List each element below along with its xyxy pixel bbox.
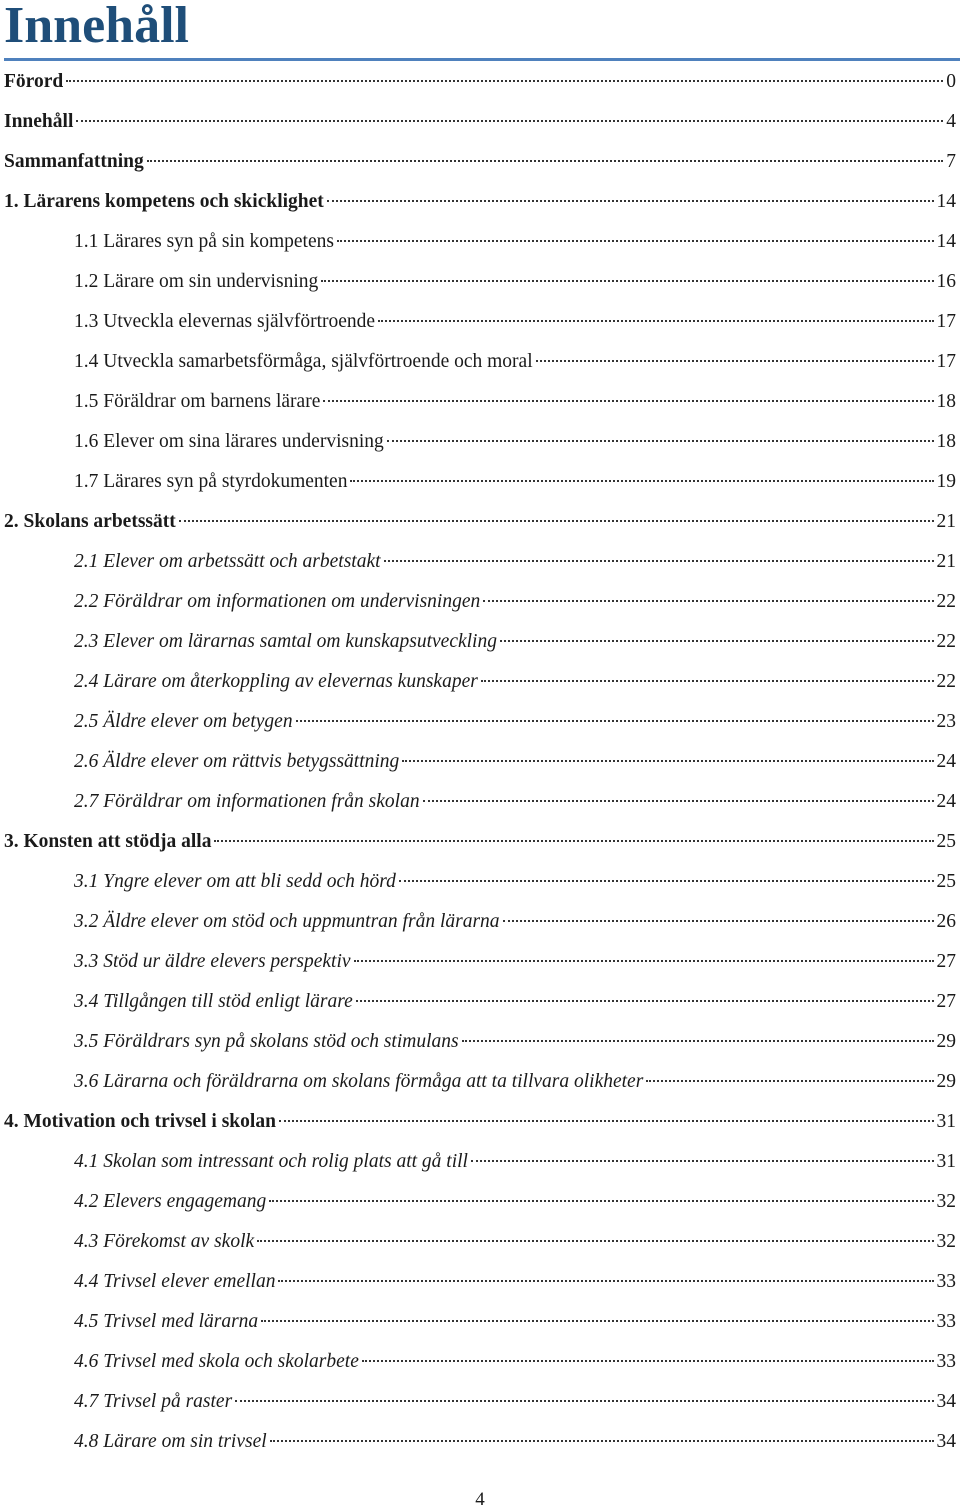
toc-dot-leader (384, 560, 934, 562)
table-of-contents (4, 62, 956, 1462)
toc-dot-leader (481, 680, 934, 682)
toc-page-number: 22 (936, 591, 956, 612)
toc-page-number: 7 (946, 151, 956, 172)
toc-section-link[interactable] (4, 542, 956, 582)
toc-page-number: 33 (936, 1351, 956, 1372)
toc-page-number: 21 (936, 511, 956, 532)
toc-entry-title: 2.5 Äldre elever om betygen (74, 711, 293, 732)
title-underline (4, 58, 960, 61)
toc-page-number: 23 (936, 711, 956, 732)
toc-dot-leader (471, 1160, 934, 1162)
toc-section-link[interactable] (4, 462, 956, 502)
toc-entry-title: 3.3 Stöd ur äldre elevers perspektiv (74, 951, 351, 972)
toc-dot-leader (387, 440, 934, 442)
toc-entry-title: 1.7 Lärares syn på styrdokumenten (74, 471, 348, 492)
toc-entry-title: 2.4 Lärare om återkoppling av elevernas kunskaper (74, 671, 478, 692)
toc-page-number: 24 (936, 751, 956, 772)
toc-section-link[interactable] (4, 342, 956, 382)
toc-entry-title: Innehåll (4, 111, 74, 132)
toc-entry-title: 2. Skolans arbetssätt (4, 511, 176, 532)
toc-dot-leader (269, 1200, 933, 1202)
toc-entry-title: 3. Konsten att stödja alla (4, 831, 212, 852)
toc-page-number: 21 (936, 551, 956, 572)
toc-page-number: 22 (936, 671, 956, 692)
toc-dot-leader (356, 1000, 934, 1002)
page-number: 4 (475, 1489, 485, 1510)
toc-section-link[interactable] (4, 1222, 956, 1262)
toc-section-link[interactable] (4, 782, 956, 822)
toc-page-number: 22 (936, 631, 956, 652)
toc-entry-title: 1.5 Föräldrar om barnens lärare (74, 391, 321, 412)
toc-page-number: 14 (936, 231, 956, 252)
toc-section-link[interactable] (4, 902, 956, 942)
toc-dot-leader (536, 360, 934, 362)
toc-dot-leader (261, 1320, 933, 1322)
toc-entry-title: Sammanfattning (4, 151, 144, 172)
toc-page-number: 4 (946, 111, 956, 132)
toc-chapter-link[interactable] (4, 182, 956, 222)
toc-section-link[interactable] (4, 1422, 956, 1462)
toc-page-number: 17 (936, 351, 956, 372)
toc-entry-title: 2.2 Föräldrar om informationen om undervisningen (74, 591, 481, 612)
toc-section-link[interactable] (4, 582, 956, 622)
toc-page-number: 0 (946, 71, 956, 92)
toc-page-number: 18 (936, 391, 956, 412)
toc-section-link[interactable] (4, 1262, 956, 1302)
toc-dot-leader (278, 1280, 933, 1282)
toc-entry-title: 4.7 Trivsel på raster (74, 1391, 233, 1412)
toc-entry-title: 1.4 Utveckla samarbetsförmåga, självförtroende och moral (74, 351, 533, 372)
toc-dot-leader (399, 880, 934, 882)
toc-chapter-link[interactable] (4, 502, 956, 542)
toc-dot-leader (354, 960, 934, 962)
toc-section-link[interactable] (4, 1342, 956, 1382)
toc-entry-title: 3.2 Äldre elever om stöd och uppmuntran från lärarna (74, 911, 500, 932)
toc-page-number: 31 (936, 1111, 956, 1132)
toc-section-link[interactable] (4, 982, 956, 1022)
toc-section-link[interactable] (4, 382, 956, 422)
toc-page-number: 33 (936, 1311, 956, 1332)
toc-dot-leader (76, 120, 943, 122)
toc-entry-title: 3.5 Föräldrars syn på skolans stöd och stimulans (74, 1031, 459, 1052)
toc-page-number: 26 (936, 911, 956, 932)
toc-section-link[interactable] (4, 702, 956, 742)
toc-section-link[interactable] (4, 622, 956, 662)
toc-section-link[interactable] (4, 302, 956, 342)
toc-dot-leader (179, 520, 934, 522)
toc-page-number: 24 (936, 791, 956, 812)
toc-section-link[interactable] (4, 662, 956, 702)
toc-page-number: 25 (936, 871, 956, 892)
toc-dot-leader (296, 720, 934, 722)
toc-chapter-link[interactable] (4, 822, 956, 862)
toc-entry-title: 1.3 Utveckla elevernas självförtroende (74, 311, 376, 332)
toc-dot-leader (402, 760, 933, 762)
toc-page-number: 17 (936, 311, 956, 332)
toc-chapter-link[interactable] (4, 1102, 956, 1142)
toc-page-number: 33 (936, 1271, 956, 1292)
toc-page-number: 32 (936, 1231, 956, 1252)
toc-section-link[interactable] (4, 1022, 956, 1062)
toc-entry-title: Förord (4, 71, 64, 92)
toc-entry-title: 4.1 Skolan som intressant och rolig plats att gå till (74, 1151, 468, 1172)
toc-dot-leader (337, 240, 934, 242)
toc-page-number: 27 (936, 991, 956, 1012)
toc-entry-title: 3.1 Yngre elever om att bli sedd och hörd (74, 871, 396, 892)
toc-entry-title: 2.1 Elever om arbetssätt och arbetstakt (74, 551, 381, 572)
toc-dot-leader (257, 1240, 933, 1242)
toc-entry-title: 2.3 Elever om lärarnas samtal om kunskapsutveckling (74, 631, 497, 652)
toc-entry-title: 4.8 Lärare om sin trivsel (74, 1431, 267, 1452)
toc-entry-title: 4.3 Förekomst av skolk (74, 1231, 255, 1252)
toc-section-link[interactable] (4, 862, 956, 902)
toc-dot-leader (323, 400, 933, 402)
toc-dot-leader (235, 1400, 933, 1402)
toc-page-number: 25 (936, 831, 956, 852)
toc-entry-title: 3.6 Lärarna och föräldrarna om skolans förmåga att ta tillvara olikheter (74, 1071, 644, 1092)
toc-section-link[interactable] (4, 1182, 956, 1222)
toc-section-link[interactable] (4, 1382, 956, 1422)
toc-section-link[interactable] (4, 1142, 956, 1182)
toc-entry-title: 3.4 Tillgången till stöd enligt lärare (74, 991, 353, 1012)
toc-dot-leader (378, 320, 933, 322)
toc-page-number: 14 (936, 191, 956, 212)
toc-page-number: 34 (936, 1431, 956, 1452)
toc-section-link[interactable] (4, 222, 956, 262)
toc-dot-leader (321, 280, 933, 282)
toc-dot-leader (362, 1360, 934, 1362)
toc-section-link[interactable] (4, 1302, 956, 1342)
toc-page-number: 34 (936, 1391, 956, 1412)
toc-dot-leader (500, 640, 934, 642)
toc-entry-title: 2.6 Äldre elever om rättvis betygssättning (74, 751, 400, 772)
toc-page-number: 18 (936, 431, 956, 452)
toc-page-number: 16 (936, 271, 956, 292)
toc-dot-leader (483, 600, 933, 602)
toc-entry-title: 4.5 Trivsel med lärarna (74, 1311, 259, 1332)
toc-page-number: 29 (936, 1031, 956, 1052)
toc-page-number: 32 (936, 1191, 956, 1212)
toc-dot-leader (462, 1040, 934, 1042)
toc-entry-title: 4. Motivation och trivsel i skolan (4, 1111, 276, 1132)
toc-section-link[interactable] (4, 262, 956, 302)
toc-entry-title: 1.1 Lärares syn på sin kompetens (74, 231, 334, 252)
toc-chapter-link[interactable] (4, 62, 956, 102)
toc-entry-title: 4.2 Elevers engagemang (74, 1191, 267, 1212)
toc-dot-leader (270, 1440, 934, 1442)
toc-entry-title: 2.7 Föräldrar om informationen från skolan (74, 791, 420, 812)
toc-dot-leader (66, 80, 943, 82)
toc-chapter-link[interactable] (4, 142, 956, 182)
toc-entry-title: 1. Lärarens kompetens och skicklighet (4, 191, 324, 212)
toc-dot-leader (327, 200, 934, 202)
toc-page-number: 31 (936, 1151, 956, 1172)
toc-dot-leader (279, 1120, 934, 1122)
toc-section-link[interactable] (4, 1062, 956, 1102)
toc-dot-leader (147, 160, 943, 162)
toc-section-link[interactable] (4, 742, 956, 782)
toc-dot-leader (214, 840, 933, 842)
toc-entry-title: 4.6 Trivsel med skola och skolarbete (74, 1351, 359, 1372)
toc-dot-leader (350, 480, 933, 482)
toc-entry-title: 1.2 Lärare om sin undervisning (74, 271, 319, 292)
toc-entry-title: 4.4 Trivsel elever emellan (74, 1271, 276, 1292)
toc-dot-leader (646, 1080, 933, 1082)
toc-section-link[interactable] (4, 422, 956, 462)
page-title: Innehåll (4, 0, 189, 54)
toc-page-number: 29 (936, 1071, 956, 1092)
toc-dot-leader (503, 920, 934, 922)
toc-dot-leader (423, 800, 934, 802)
toc-chapter-link[interactable] (4, 102, 956, 142)
toc-section-link[interactable] (4, 942, 956, 982)
toc-page-number: 19 (936, 471, 956, 492)
toc-entry-title: 1.6 Elever om sina lärares undervisning (74, 431, 384, 452)
toc-page-number: 27 (936, 951, 956, 972)
